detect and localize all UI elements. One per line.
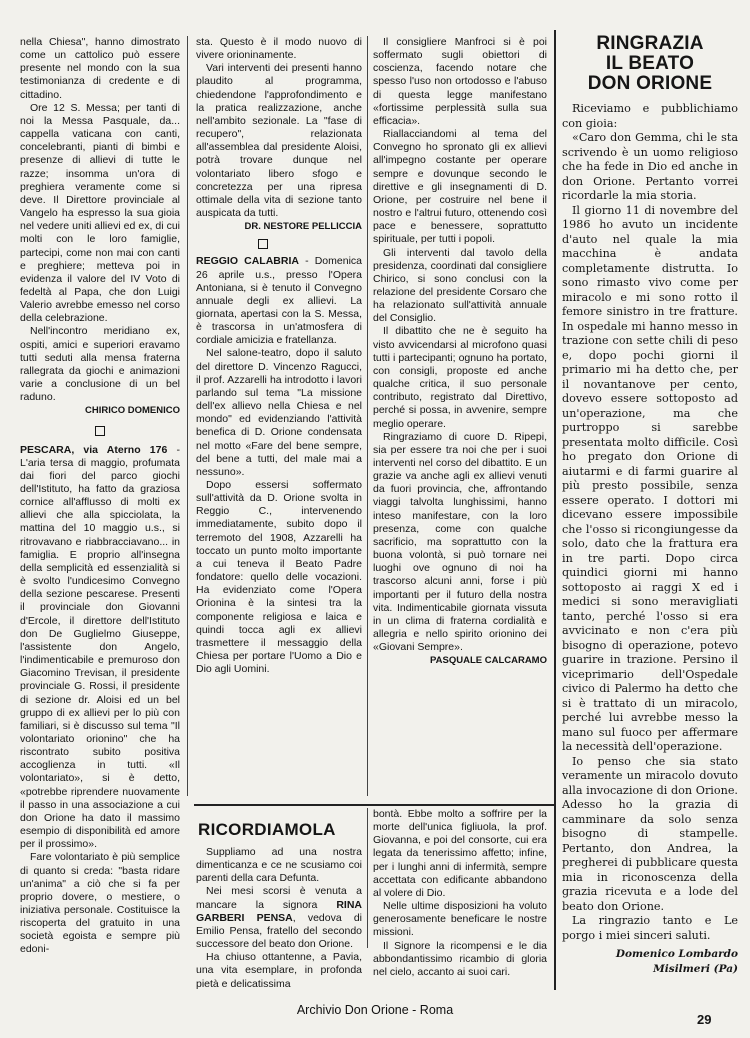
ricordiamola-column-2 xyxy=(373,808,547,979)
paragraph: Il giorno 11 di novembre del 1986 ho avuto un incidente d'auto nel quale la mia macchina è andata completamente distrutta. Io sono rimasto vivo come per miracolo e mi sono rotto il femore sinistro in tre fratture. In ospedale mi hanno messo in trazione con sette chili di peso e, dopo pochi giorni il primario mi ha detto che, per il novantanove per cento, dovevo essere sottoposto ad un'operazione, ma che purtroppo si sarebbe presentata molto difficile. Così ho pregato don Orione di aiutarmi e di farmi guarire al più presto possibile, senza essere operato. I dottori mi dicevano essere impossibile che l'osso si ricongiungesse da solo, dato che la frattura era in tre parti. Dopo circa quindici giorni mi hanno sottoposto ai raggi X ed i medici si sono meravigliati tanto, perché l'osso si era avvicinato e non c'era più bisogno di operazione, potevo guarire in trazione. Persino il viceprimario dell'Ospedale civico di Palermo ha detto che si è trattato di un miracolo, perché lui avrebbe messo la mano sul fuoco per affermare la necessità dell'operazione. xyxy=(562,203,738,753)
paragraph: Ha chiuso ottantenne, a Pavia, una vita esemplare, in profonda pietà e delicatissima xyxy=(196,951,362,990)
paragraph xyxy=(196,255,362,347)
paragraph: La ringrazio tanto e Le porgo i miei sinceri saluti. xyxy=(562,914,738,942)
place-heading: PESCARA, via Aterno 176 xyxy=(20,443,168,456)
paragraph: Nel salone-teatro, dopo il saluto del direttore D. Vincenzo Ragucci, il prof. Azzarelli ha introdotto i lavori parlando sul tema "La missione dell'ex allievo nella Chiesa e nel mondo" ed evidenziando l'attività benefica di D. Orione condensata nel motto «Fare del bene sempre, del bene a tutti, del male mai a nessuno». xyxy=(196,347,362,478)
paragraph: nella Chiesa", hanno dimostrato come un cattolico può essere presente nel mondo con la sua testimonianza di credente e di cittadino. xyxy=(20,36,180,101)
paragraph-text: , vedova di Emilio Pensa, fratello del secondo successore del beato don Orione. xyxy=(196,911,362,951)
title-line: RINGRAZIA xyxy=(596,33,704,54)
paragraph: «Caro don Gemma, chi le sta scrivendo è un uomo religioso che ha fede in Dio ed anche in don Orione. Pertanto vorrei ricordarle la mia storia. xyxy=(562,131,738,202)
paragraph: Io penso che sia stato veramente un miracolo dovuto alla invocazione di don Orione. Adesso ho la grazia di camminare da solo senza bisogno di stampelle. Pertanto, don Andrea, la pregherei di pubblicare questa mia in riconoscenza della grazia ricevuta e a lode del beato don Orione. xyxy=(562,754,738,913)
paragraph: Dopo essersi soffermato sull'attività da D. Orione svolta in Reggio C., intervenendo immediatamente, subito dopo il terremoto del 1908, Azzarelli ha toccato un punto molto importante a cui teneva il Beato Padre fondatore: quello delle vocazioni. Ha evidenziato come l'Opera Orionina è la sintesi tra la componente religiosa e laica e quindi tocca agli ex allievi trasmettere il messaggio della Chiesa per portare l'Uomo a Dio e Dio agli Uomini. xyxy=(196,479,362,676)
signature-place: Misilmeri (Pa) xyxy=(653,962,738,975)
paragraph: Il Signore la ricompensi e le dia abbondantissimo ricambio di gloria nel cielo, accanto ai suoi cari. xyxy=(373,939,547,978)
paragraph: Ringraziamo di cuore D. Ripepi, sia per essere tra noi che per i suoi interventi nel corso del dibattito. E un grazie va anche agli ex allievi venuti da fuori provincia, che, affrontando viaggi talvolta lunghissimi, hanno inteso manifestare, con la loro presenza, come con qualche sacrificio, ma soprattutto con la buona volontà, si può tornare nei luoghi ove ognuno di noi ha trascorso alcuni anni, forse i più importanti per il futuro della nostra vita. Indimenticabile giornata vissuta in un clima di fraterna cordialità e allegria e nello spirito orionino dei «Giovani Sempre». xyxy=(373,430,547,654)
signature: DR. NESTORE PELLICCIA xyxy=(244,221,362,233)
column-1 xyxy=(20,36,180,957)
section-divider-mark xyxy=(258,239,268,249)
signature-name: Domenico Lombardo xyxy=(615,948,738,960)
paragraph xyxy=(20,444,180,852)
title-line: DON ORIONE xyxy=(587,73,713,94)
paragraph: Ore 12 S. Messa; per tanti di noi la Messa Pasquale, da... cappella vaticana con canti, concelebranti, pianti di bimbi e presenze di allievi di tutte le razze; insomma un'ora di preghiera veramente come si deve. Il Direttore provinciale al Vangelo ha espresso la sua gioia nel vedere uniti allievi ed ex, di cui molti con le loro famiglie, partecipi, come non mai con canti e preghiere; metteva poi in evidenza il valore del IV Voto di fedeltà al Papa, che don Luigi Valerio avrebbe emesso nel corso della celebrazione. xyxy=(20,101,180,325)
ricordiamola-column-1 xyxy=(196,846,362,991)
paragraph: Suppliamo ad una nostra dimenticanza e ce ne scusiamo coi parenti della cara Defunta. xyxy=(196,846,362,885)
paragraph: Fare volontariato è più semplice di quanto si creda: "basta ridare un'anima" a ciò che si fa per proprio dovere, o mestiere, o iniziativa personale. Costituisce la riscoperta del gratuito in una società egoista e sempre più edoni- xyxy=(20,851,180,956)
paragraph-text: - Domenica 26 aprile u.s., presso l'Opera Antoniana, si è tenuto il Convegno annuale degli ex allievi. La giornata, apertasi con la S. Messa, è trascorsa in un'atmosfera di cordiale amicizia e fratellanza. xyxy=(196,255,362,347)
title-line: IL BEATO xyxy=(605,53,695,74)
article-title xyxy=(562,34,738,94)
paragraph: Riceviamo e pubblichiamo con gioia: xyxy=(562,102,738,130)
paragraph: Il dibattito che ne è seguito ha visto avvicendarsi al microfono quasi tutti i partecipanti; ognuno ha portato, con consigli, proposte ed anche qualche critica, il suo personale contributo, registrato dal Direttivo, perché si possa, in avvenire, sempre meglio operare. xyxy=(373,325,547,430)
column-rule xyxy=(187,36,188,796)
signature: CHIRICO DOMENICO xyxy=(85,405,180,417)
paragraph: Il consigliere Manfroci si è poi soffermato sugli obiettori di coscienza, facendo notare che spesso l'uso non ortodosso e l'abuso di questa legge manifestano «fortissime perplessità sulla sua efficacia». xyxy=(373,36,547,127)
paragraph: bontà. Ebbe molto a soffrire per la morte dell'unica figliuola, la prof. Giovanna, e poi del consorte, cui era legata da tenerissimo affetto; infine, per i lunghi anni di infermità, sempre accettata con edificante abbandono al volere di Dio. xyxy=(373,808,547,899)
page-number: 29 xyxy=(697,1012,712,1027)
person-name: RINA GARBERI PENSA xyxy=(196,898,362,924)
paragraph: sta. Questo è il modo nuovo di vivere orioninamente. xyxy=(196,36,362,62)
column-rule xyxy=(367,36,368,796)
paragraph: Gli interventi dal tavolo della presidenza, coordinati dal consigliere Chirico, si sono conclusi con la relazione del presidente Corsaro che ha relazionato sull'attività annuale del Consiglio. xyxy=(373,246,547,325)
column-rule xyxy=(367,808,368,948)
paragraph xyxy=(196,885,362,951)
paragraph-text: - L'aria tersa di maggio, profumata dai fiori del parco giochi dell'Istituto, ha fatto da graziosa cornice all'afflusso di molti ex allievi che alla spicciolata, la mattina del 10 maggio u.s., si ritrovavano e riabbracciavano... in famiglia. E proprio all'insegna della semplicità ed essenzialità si è svolto l'undicesimo Convegno della sezione pescarese. Presenti il provinciale don Giovanni d'Ercole, il direttore dell'Istituto don De Guglielmo Giuseppe, l'assistente don Angelo, l'indimenticabile e premuroso don Giacomino Trevisan, il presidente provinciale G. Rossi, il presidente di sezione dr. Aloisi ed un bel gruppo di ex allievi per lo più con familiari, si è discusso sul tema "Il volontariato orionino" che ha riscontrato subito positiva accoglienza in tutti. «Il volontariato», si è detto, «potrebbe riprendere nuovamente il passo in una associazione a cui don Orione ha dato il massimo esempio di disponibilità ed amore per il prossimo». xyxy=(20,443,180,851)
box-border xyxy=(554,30,556,990)
box-title: RICORDIAMOLA xyxy=(198,820,336,839)
signature: PASQUALE CALCARAMO xyxy=(430,655,547,667)
section-divider-mark xyxy=(95,426,105,436)
paragraph: Nell'incontro meridiano ex, ospiti, amici e superiori eravamo tutti seduti alla mensa fraterna rallegrata da giochi e animazioni varie a conclusione di un bel raduno. xyxy=(20,325,180,404)
column-3 xyxy=(373,36,547,668)
paragraph: Riallacciandomi al tema del Convegno ho spronato gli ex allievi all'impegno costante per operare sempre e dovunque secondo le direttive e gli insegnamenti di D. Orione, per costruire nel bene il nostro e l'altrui futuro, ottenendo così pace e benessere, soprattutto spirituale, per tutti i popoli. xyxy=(373,128,547,246)
place-heading: REGGIO CALABRIA xyxy=(196,255,299,268)
archive-footer: Archivio Don Orione - Roma xyxy=(296,1003,454,1017)
column-2 xyxy=(196,36,362,676)
paragraph-text: Nei mesi scorsi è venuta a mancare la signora xyxy=(196,885,362,911)
paragraph: Nelle ultime disposizioni ha voluto generosamente beneficare le nostre missioni. xyxy=(373,900,547,939)
ringrazia-article xyxy=(562,34,738,976)
box-rule xyxy=(194,804,554,806)
paragraph: Vari interventi dei presenti hanno plaudito al programma, chiedendone l'approfondimento e la pratica realizzazione, anche nell'ambito sezionale. La "fase di recupero", relazionata all'assemblea dal presidente Aloisi, potrà trovare dunque nel volontariato libero sfogo e concretezza per una ripresa ottimale della vita di sezione tanto auspicata da tutti. xyxy=(196,62,362,220)
